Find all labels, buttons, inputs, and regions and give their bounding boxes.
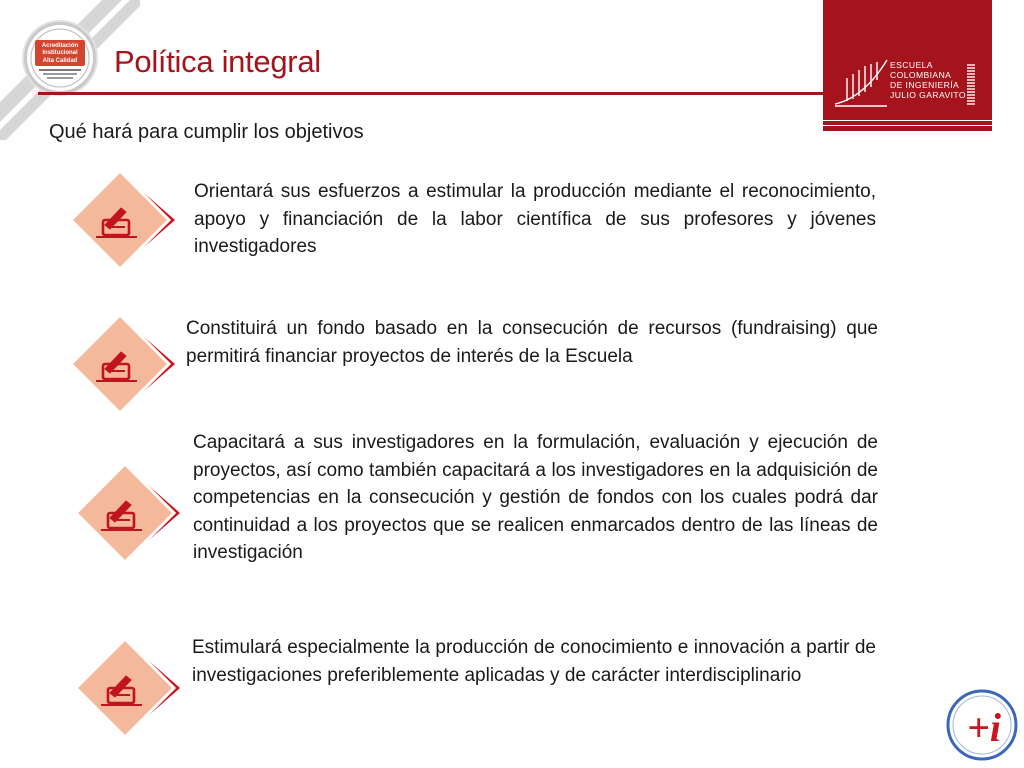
objective-text-2: Constituirá un fondo basado en la consecución de recursos (fundraising) que permitirá financiar proyectos de interés de la Escuela <box>186 318 878 367</box>
title-divider <box>38 92 832 95</box>
plus-i-text: +i <box>967 705 1001 750</box>
objective-marker-4 <box>70 633 180 743</box>
page-title: Política integral <box>114 44 321 79</box>
section-subtitle: Qué hará para cumplir los objetivos <box>49 121 364 143</box>
objective-marker-3 <box>70 458 180 568</box>
seal-line3: Alta Calidad <box>42 58 78 64</box>
institution-vertical-mark <box>967 64 975 106</box>
institution-line-4: JULIO GARAVITO <box>890 90 966 100</box>
objective-text-1: Orientará sus esfuerzos a estimular la producción mediante el reconocimiento, apoyo y financiación de la labor científica de sus profesores y jóvenes investigadores <box>194 181 876 257</box>
seal-line2: Institucional <box>42 50 78 56</box>
institution-emblem-icon <box>833 56 889 108</box>
institution-name <box>890 60 966 100</box>
institution-logo <box>823 0 992 131</box>
accreditation-seal-logo <box>24 22 96 94</box>
institution-rule <box>823 120 992 126</box>
objective-marker-2 <box>65 309 175 419</box>
institution-line-3: DE INGENIERÍA <box>890 80 960 90</box>
institution-line-1: ESCUELA <box>890 60 933 70</box>
objective-text-4: Estimulará especialmente la producción de conocimiento e innovación a partir de investigaciones preferiblemente aplicadas y de carácter interdisciplinario <box>192 637 876 686</box>
institution-line-2: COLOMBIANA <box>890 70 952 80</box>
objective-marker-1 <box>65 165 175 275</box>
objective-text-3: Capacitará a sus investigadores en la formulación, evaluación y ejecución de proyectos, así como también capacitará a los investigadores en la adquisición de competencias en la consecución y gestión de fondos con los cuales podrá dar continuidad a los proyectos que se realicen enmarcados dentro de las líneas de investigación <box>193 432 878 563</box>
plus-i-logo <box>946 689 1018 761</box>
seal-line1: Acreditación <box>41 43 79 49</box>
